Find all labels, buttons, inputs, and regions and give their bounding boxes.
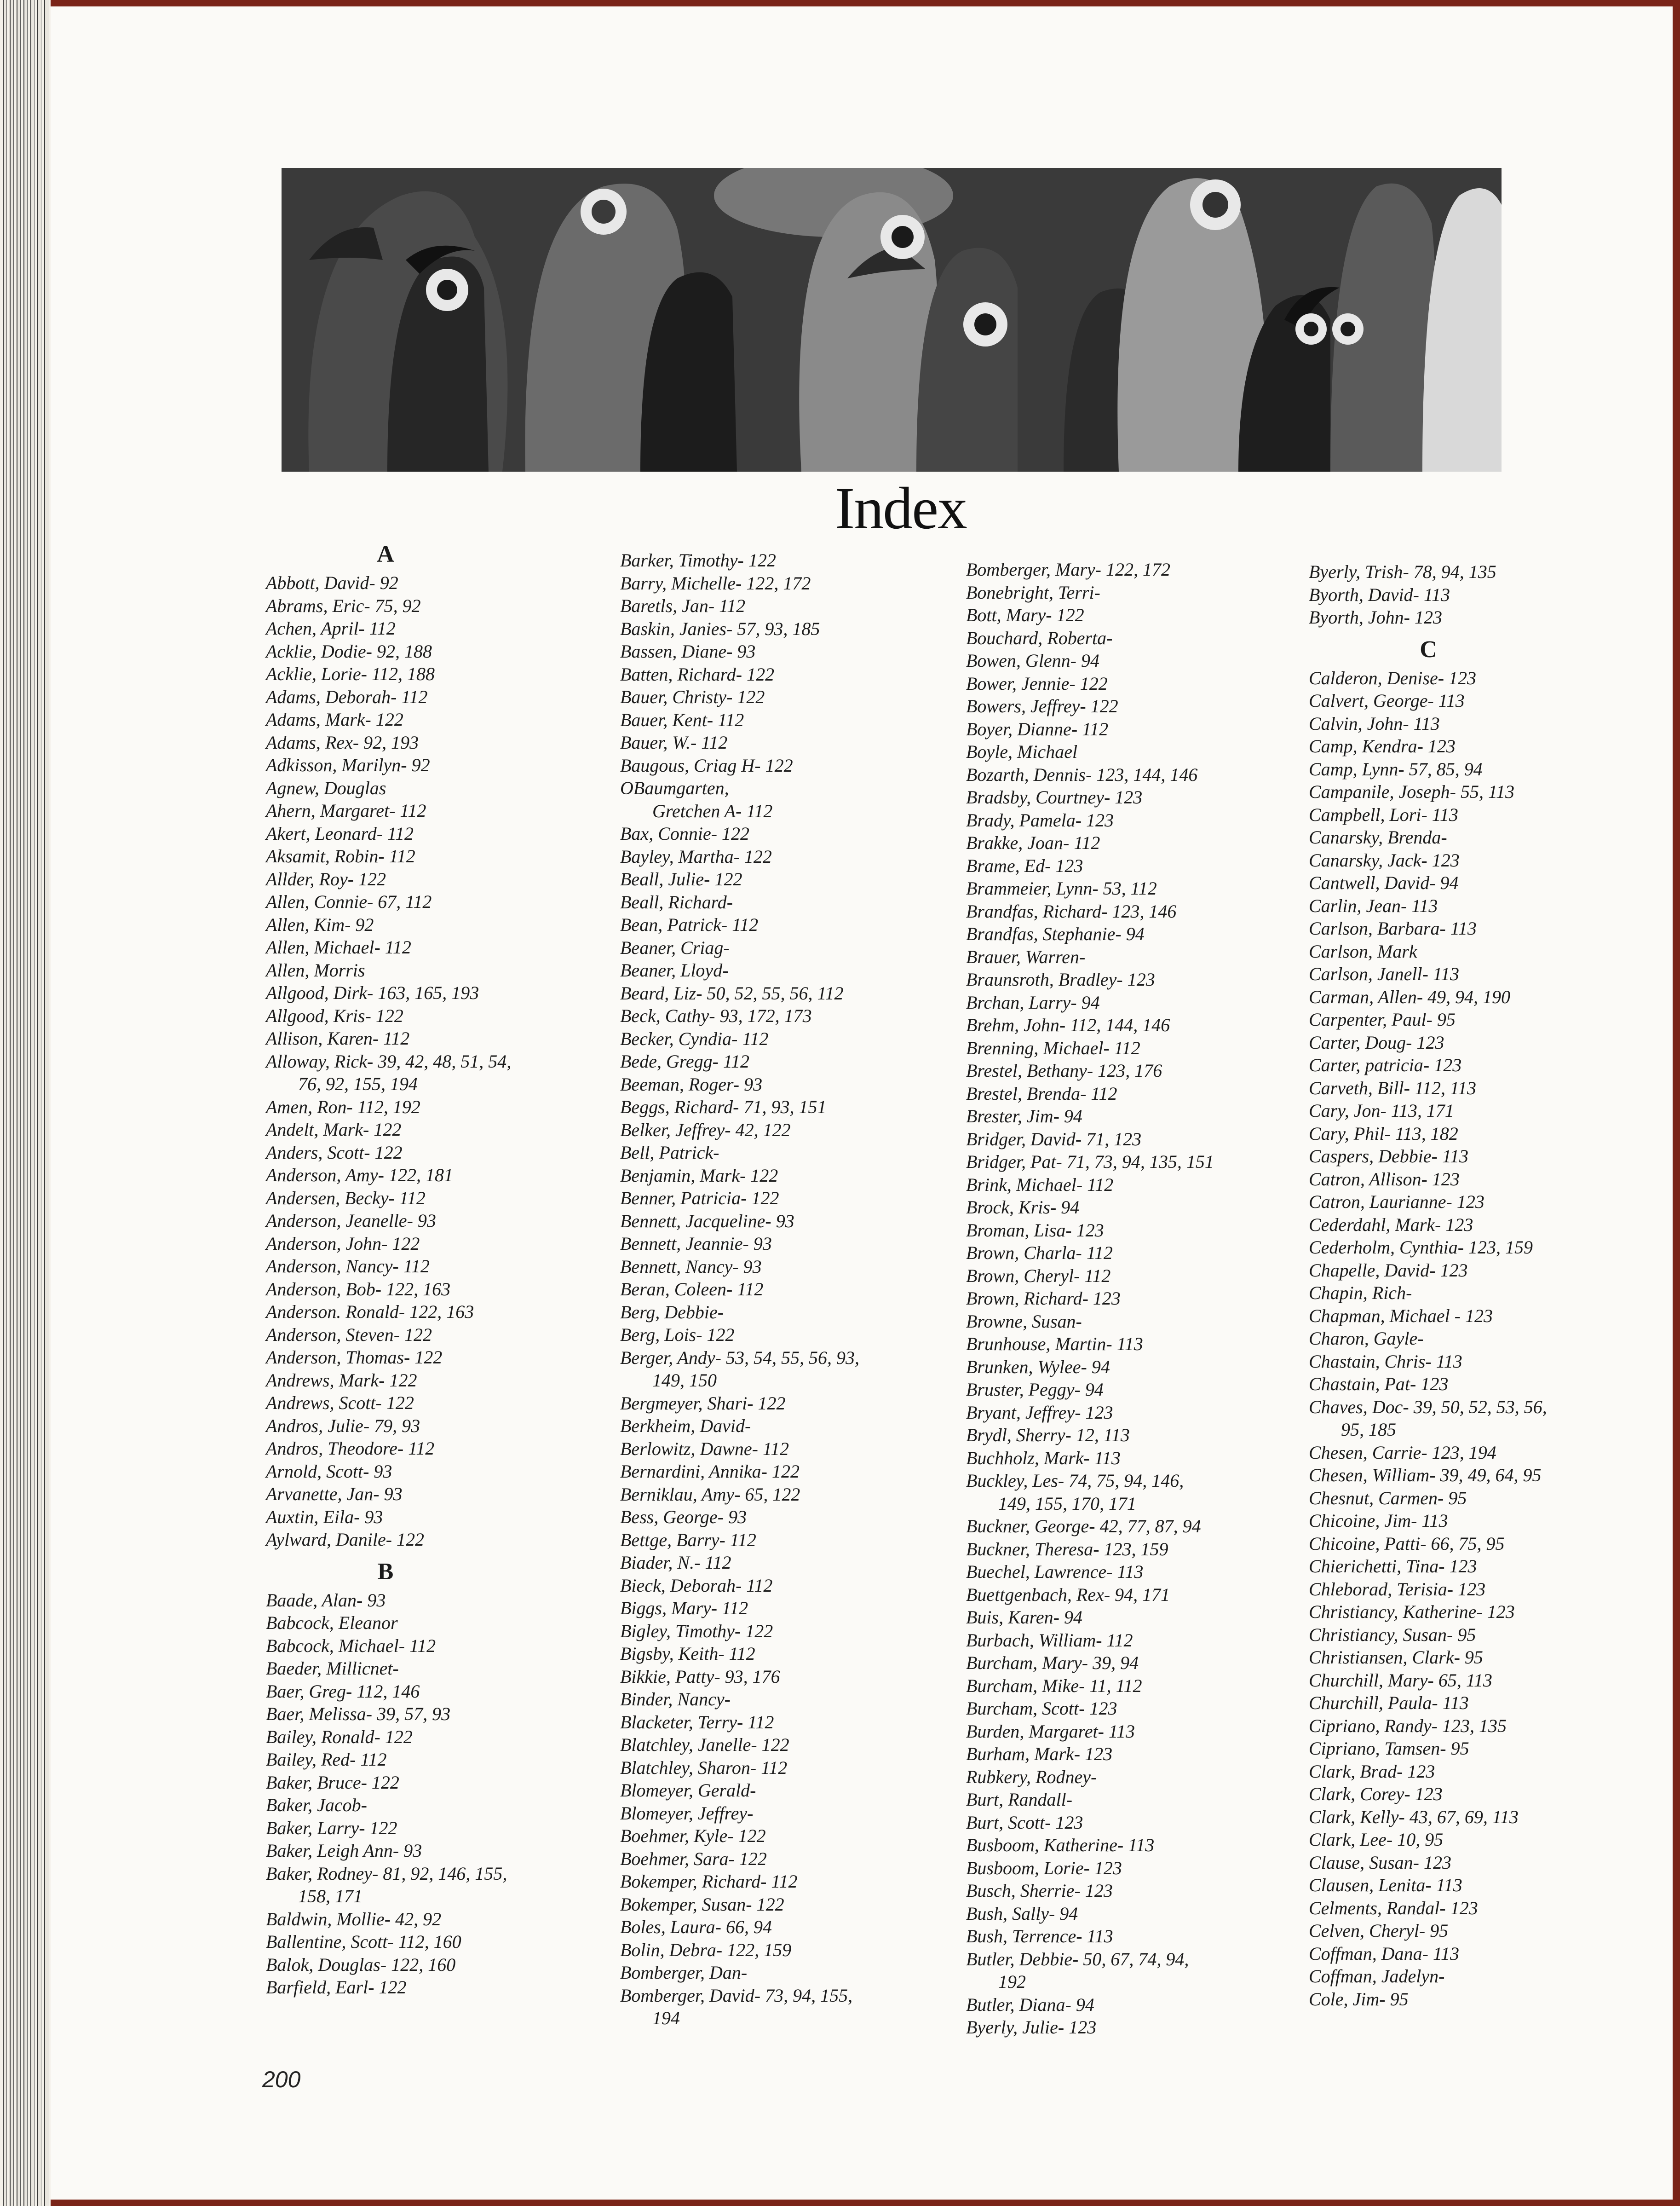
index-entry: Carlson, Mark: [1309, 941, 1417, 962]
index-entry: Broman, Lisa- 123: [966, 1219, 1104, 1241]
index-entry: Anderson, Jeanelle- 93: [266, 1210, 436, 1231]
index-column-3: [966, 558, 1214, 2039]
index-entry: Ahern, Margaret- 112: [266, 800, 426, 821]
index-entry: Burt, Scott- 123: [966, 1812, 1083, 1833]
index-entry: Burden, Margaret- 113: [966, 1721, 1135, 1742]
index-entry: Brady, Pamela- 123: [966, 809, 1114, 831]
index-entry: Baretls, Jan- 112: [620, 595, 746, 616]
index-entry: Anderson, John- 122: [266, 1233, 420, 1254]
index-entry: Biggs, Mary- 112: [620, 1598, 748, 1618]
index-entry: Auxtin, Eila- 93: [266, 1506, 383, 1527]
index-entry: Akert, Leonard- 112: [266, 823, 414, 844]
index-entry: Bruster, Peggy- 94: [966, 1379, 1104, 1400]
index-entry: Bradsby, Courtney- 123: [966, 787, 1143, 808]
index-entry: Boehmer, Kyle- 122: [620, 1825, 766, 1846]
index-entry: Baskin, Janies- 57, 93, 185: [620, 618, 820, 639]
index-entry: Canarsky, Brenda-: [1309, 827, 1447, 848]
index-entry: Brester, Jim- 94: [966, 1106, 1082, 1126]
index-entry: Bell, Patrick-: [620, 1142, 719, 1163]
index-entry: Brock, Kris- 94: [966, 1197, 1080, 1218]
index-entry: Bouchard, Roberta-: [966, 627, 1113, 648]
index-entry: Brandfas, Richard- 123, 146: [966, 901, 1177, 922]
index-entry: Beall, Julie- 122: [620, 869, 742, 889]
index-entry: Buchholz, Mark- 113: [966, 1447, 1121, 1468]
index-entry: Brown, Cheryl- 112: [966, 1265, 1111, 1286]
index-entry: Coffman, Jadelyn-: [1309, 1966, 1445, 1987]
index-entry: Allison, Karen- 112: [266, 1028, 410, 1049]
index-entry: Beard, Liz- 50, 52, 55, 56, 112: [620, 982, 844, 1004]
index-entry: Bomberger, Mary- 122, 172: [966, 559, 1171, 580]
index-entry: Calvin, John- 113: [1309, 713, 1440, 734]
index-entry: Baldwin, Mollie- 42, 92: [266, 1908, 442, 1929]
index-entry: Bernardini, Annika- 122: [620, 1461, 800, 1482]
index-entry: Boehmer, Sara- 122: [620, 1848, 767, 1869]
index-entry: Chapin, Rich-: [1309, 1282, 1412, 1303]
index-entry: Cederholm, Cynthia- 123, 159: [1309, 1237, 1533, 1258]
index-entry: Catron, Laurianne- 123: [1309, 1191, 1484, 1212]
index-column-2: [620, 549, 859, 2030]
index-entry-continuation: 149, 150: [652, 1370, 717, 1391]
index-entry: Calvert, George- 113: [1309, 690, 1465, 711]
index-entry: Campanile, Joseph- 55, 113: [1309, 781, 1514, 802]
index-entry: Charon, Gayle-: [1309, 1328, 1424, 1349]
index-entry: Blomeyer, Gerald-: [620, 1780, 756, 1801]
section-letter: B: [377, 1558, 394, 1585]
index-entry: Cary, Phil- 113, 182: [1309, 1123, 1458, 1144]
index-entry: Bolin, Debra- 122, 159: [620, 1939, 792, 1960]
index-entry: Achen, April- 112: [266, 618, 396, 639]
index-entry: Carter, patricia- 123: [1309, 1055, 1462, 1075]
index-entry: Baker, Rodney- 81, 92, 146, 155,: [266, 1863, 507, 1884]
index-entry: Anderson, Bob- 122, 163: [266, 1278, 451, 1299]
index-entry: Chaves, Doc- 39, 50, 52, 53, 56,: [1309, 1396, 1547, 1417]
index-entry: Benner, Patricia- 122: [620, 1188, 779, 1208]
index-entry: Butler, Diana- 94: [966, 1994, 1094, 2015]
index-entry: Beran, Coleen- 112: [620, 1279, 764, 1299]
index-entry: Andelt, Mark- 122: [266, 1119, 402, 1140]
index-entry: Bennett, Jeannie- 93: [620, 1233, 772, 1254]
index-entry: Chierichetti, Tina- 123: [1309, 1556, 1477, 1577]
index-entry: Carlin, Jean- 113: [1309, 895, 1438, 916]
index-entry: Cipriano, Tamsen- 95: [1309, 1738, 1469, 1759]
index-entry: Bridger, Pat- 71, 73, 94, 135, 151: [966, 1151, 1214, 1172]
index-entry: Bauer, W.- 112: [620, 732, 728, 753]
index-entry: Berniklau, Amy- 65, 122: [620, 1484, 800, 1505]
index-entry: Bayley, Martha- 122: [620, 846, 772, 867]
index-entry: Chastain, Chris- 113: [1309, 1351, 1462, 1372]
index-entry: Brown, Charla- 112: [966, 1242, 1113, 1263]
index-entry: Bowers, Jeffrey- 122: [966, 696, 1118, 716]
index-entry: Buettgenbach, Rex- 94, 171: [966, 1584, 1170, 1605]
index-entry: Bauer, Christy- 122: [620, 687, 765, 707]
index-entry: Clause, Susan- 123: [1309, 1852, 1451, 1873]
index-entry: Abbott, David- 92: [266, 572, 398, 593]
index-entry: Barfield, Earl- 122: [266, 1977, 407, 1998]
index-entry: Brakke, Joan- 112: [966, 832, 1100, 853]
index-entry: Chesen, Carrie- 123, 194: [1309, 1442, 1496, 1463]
index-entry: Barker, Timothy- 122: [620, 550, 776, 571]
index-entry: Allen, Morris: [266, 959, 365, 981]
index-entry: Baer, Melissa- 39, 57, 93: [266, 1704, 451, 1724]
index-entry: Andros, Julie- 79, 93: [266, 1415, 420, 1436]
index-entry: Bryant, Jeffrey- 123: [966, 1402, 1113, 1423]
index-entry: Chastain, Pat- 123: [1309, 1374, 1449, 1394]
index-entry: Cipriano, Randy- 123, 135: [1309, 1715, 1507, 1736]
index-entry: Allder, Roy- 122: [266, 868, 386, 889]
index-entry: Brame, Ed- 123: [966, 855, 1083, 876]
page-number: 200: [262, 2067, 301, 2092]
index-entry: Chleborad, Terisia- 123: [1309, 1578, 1486, 1600]
index-entry: Camp, Lynn- 57, 85, 94: [1309, 758, 1483, 780]
index-entry: Bailey, Red- 112: [266, 1749, 387, 1770]
index-entry: Brenning, Michael- 112: [966, 1037, 1140, 1058]
index-entry: Allen, Michael- 112: [266, 937, 411, 958]
index-entry: Chapman, Michael - 123: [1309, 1305, 1493, 1326]
index-entry: Buechel, Lawrence- 113: [966, 1561, 1144, 1582]
index-entry: Acklie, Dodie- 92, 188: [266, 641, 432, 662]
index-entry: Churchill, Paula- 113: [1309, 1692, 1469, 1713]
index-entry: Adams, Rex- 92, 193: [266, 732, 419, 753]
index-entry: Chicoine, Patti- 66, 75, 95: [1309, 1533, 1505, 1554]
section-letter: C: [1420, 636, 1437, 663]
index-entry: Busboom, Katherine- 113: [966, 1835, 1155, 1855]
index-entry: Clark, Lee- 10, 95: [1309, 1829, 1444, 1850]
index-entry: Calderon, Denise- 123: [1309, 667, 1477, 688]
index-entry: Andrews, Mark- 122: [266, 1369, 417, 1391]
index-entry: Celven, Cheryl- 95: [1309, 1920, 1449, 1941]
index-column-4: [1309, 560, 1548, 2010]
index-entry: Allgood, Dirk- 163, 165, 193: [266, 982, 479, 1003]
index-entry: Rubkery, Rodney-: [966, 1766, 1097, 1787]
index-entry: Bozarth, Dennis- 123, 144, 146: [966, 764, 1198, 785]
section-letter: A: [377, 541, 394, 567]
index-entry-continuation: 192: [998, 1971, 1026, 1992]
index-entry: Bomberger, Dan-: [620, 1962, 748, 1983]
index-entry: Beck, Cathy- 93, 172, 173: [620, 1005, 812, 1026]
index-entry: Baker, Bruce- 122: [266, 1772, 399, 1793]
index-entry: Burcham, Mike- 11, 112: [966, 1675, 1142, 1696]
index-entry: Canarsky, Jack- 123: [1309, 849, 1460, 871]
index-entry: Beeman, Roger- 93: [620, 1074, 763, 1095]
index-entry: Bauer, Kent- 112: [620, 709, 744, 730]
index-entry: Amen, Ron- 112, 192: [266, 1096, 420, 1117]
index-entry: Camp, Kendra- 123: [1309, 736, 1456, 757]
index-entry: Boyer, Dianne- 112: [966, 718, 1109, 739]
index-entry: Clark, Brad- 123: [1309, 1761, 1435, 1782]
index-entry: Brestel, Brenda- 112: [966, 1083, 1117, 1104]
index-entry: Bede, Gregg- 112: [620, 1051, 750, 1072]
index-entry: Bush, Sally- 94: [966, 1903, 1078, 1924]
index-entry: Burt, Randall-: [966, 1789, 1073, 1810]
index-entry: Brown, Richard- 123: [966, 1288, 1121, 1309]
index-entry: Baeder, Millicnet-: [266, 1658, 399, 1679]
index-entry: Barry, Michelle- 122, 172: [620, 572, 811, 594]
index-entry-continuation: 194: [652, 2008, 680, 2028]
index-entry: Andrews, Scott- 122: [266, 1392, 414, 1413]
index-entry: Bennett, Nancy- 93: [620, 1256, 762, 1277]
index-entry: Butler, Debbie- 50, 67, 74, 94,: [966, 1948, 1189, 1969]
index-entry: Bergmeyer, Shari- 122: [620, 1392, 786, 1414]
index-entry: Berger, Andy- 53, 54, 55, 56, 93,: [620, 1347, 859, 1368]
index-entry: Byorth, John- 123: [1309, 607, 1442, 628]
index-entry: Bieck, Deborah- 112: [620, 1575, 773, 1596]
index-entry: Binder, Nancy-: [620, 1689, 731, 1709]
index-entry: Cederdahl, Mark- 123: [1309, 1214, 1473, 1235]
index-entry: Busch, Sherrie- 123: [966, 1880, 1113, 1901]
index-entry: Becker, Cyndia- 112: [620, 1028, 769, 1049]
index-entry: Buckner, George- 42, 77, 87, 94: [966, 1516, 1201, 1536]
index-entry: Cole, Jim- 95: [1309, 1988, 1409, 2010]
index-entry: Churchill, Mary- 65, 113: [1309, 1669, 1492, 1691]
index-entry: Chapelle, David- 123: [1309, 1259, 1468, 1281]
index-entry: Byerly, Trish- 78, 94, 135: [1309, 561, 1496, 582]
index-entry: Blomeyer, Jeffrey-: [620, 1802, 754, 1824]
index-entry: Anderson, Steven- 122: [266, 1324, 432, 1345]
index-entry: Belker, Jeffrey- 42, 122: [620, 1119, 791, 1140]
index-entry: Burcham, Scott- 123: [966, 1698, 1117, 1719]
index-entry: Adkisson, Marilyn- 92: [266, 755, 430, 775]
index-entry: Cantwell, David- 94: [1309, 872, 1459, 893]
index-entry: Busboom, Lorie- 123: [966, 1857, 1122, 1878]
index-entry: Brchan, Larry- 94: [966, 992, 1100, 1013]
index-entry: Baugous, Criag H- 122: [620, 755, 793, 776]
index-entry: Carlson, Barbara- 113: [1309, 918, 1477, 939]
index-entry: Baker, Leigh Ann- 93: [266, 1840, 422, 1861]
index-entry: Anderson, Amy- 122, 181: [266, 1165, 453, 1185]
index-entry: Arnold, Scott- 93: [266, 1461, 392, 1482]
index-entry: Allen, Kim- 92: [266, 914, 374, 935]
page-title: Index: [835, 475, 967, 542]
index-entry-continuation: 158, 171: [298, 1886, 362, 1906]
index-entry: Clark, Corey- 123: [1309, 1784, 1443, 1804]
index-entry-continuation: 149, 155, 170, 171: [998, 1493, 1136, 1514]
index-entry: Carlson, Janell- 113: [1309, 964, 1460, 984]
index-entry: Blatchley, Janelle- 122: [620, 1734, 789, 1755]
index-entry: Bokemper, Susan- 122: [620, 1894, 784, 1915]
index-entry: Campbell, Lori- 113: [1309, 804, 1458, 825]
index-entry: Coffman, Dana- 113: [1309, 1943, 1460, 1964]
index-entry: Bikkie, Patty- 93, 176: [620, 1666, 780, 1687]
index-entry: Bailey, Ronald- 122: [266, 1726, 413, 1747]
index-entry: Alloway, Rick- 39, 42, 48, 51, 54,: [266, 1051, 512, 1072]
index-entry: Agnew, Douglas: [266, 777, 386, 798]
index-entry: Aylward, Danile- 122: [266, 1529, 425, 1550]
index-entry: Berg, Debbie-: [620, 1301, 724, 1322]
index-entry: Andersen, Becky- 112: [266, 1187, 426, 1208]
index-entry: Bassen, Diane- 93: [620, 641, 756, 662]
index-entry: Anderson, Thomas- 122: [266, 1347, 443, 1368]
index-entry: Berg, Lois- 122: [620, 1324, 735, 1345]
index-entry: Brehm, John- 112, 144, 146: [966, 1015, 1170, 1035]
index-entry: Brunken, Wylee- 94: [966, 1356, 1110, 1377]
index-entry: Clausen, Lenita- 113: [1309, 1875, 1462, 1895]
index-entry: Beaner, Lloyd-: [620, 960, 729, 981]
index-entry: Biader, N.- 112: [620, 1552, 731, 1573]
index-entry: Brink, Michael- 112: [966, 1174, 1114, 1195]
index-entry-continuation: 76, 92, 155, 194: [298, 1074, 418, 1094]
index-entry: Acklie, Lorie- 112, 188: [266, 664, 435, 684]
index-entry: Boyle, Michael: [966, 741, 1078, 762]
book-page-edges: [0, 0, 51, 2206]
index-entry: Bigsby, Keith- 112: [620, 1643, 755, 1664]
index-entry: Brauer, Warren-: [966, 946, 1086, 967]
index-entry: Clark, Kelly- 43, 67, 69, 113: [1309, 1806, 1519, 1827]
index-entry: Carveth, Bill- 112, 113: [1309, 1077, 1477, 1098]
index-entry: Anderson, Nancy- 112: [266, 1256, 430, 1276]
index-entry: Arvanette, Jan- 93: [266, 1484, 403, 1504]
index-entry: Burbach, William- 112: [966, 1629, 1133, 1651]
index-entry: Boles, Laura- 66, 94: [620, 1917, 772, 1937]
index-entry: Baker, Larry- 122: [266, 1817, 397, 1838]
index-entry: Catron, Allison- 123: [1309, 1168, 1460, 1190]
index-entry: Byorth, David- 113: [1309, 584, 1450, 605]
index-entry: Andros, Theodore- 112: [266, 1438, 435, 1459]
index-entry: Chesen, William- 39, 49, 64, 95: [1309, 1465, 1542, 1485]
index-entry: Caspers, Debbie- 113: [1309, 1146, 1468, 1167]
index-entry: Balok, Douglas- 122, 160: [266, 1954, 456, 1975]
index-entry-continuation: Gretchen A- 112: [652, 800, 773, 821]
index-entry: Aksamit, Robin- 112: [266, 846, 415, 866]
index-entry: Celments, Randal- 123: [1309, 1897, 1478, 1918]
index-entry: Adams, Mark- 122: [266, 709, 403, 730]
index-entry: Carman, Allen- 49, 94, 190: [1309, 986, 1511, 1007]
index-entry: Babcock, Michael- 112: [266, 1635, 436, 1656]
index-entry: Bonebright, Terri-: [966, 582, 1100, 603]
index-entry: Blacketer, Terry- 112: [620, 1711, 774, 1732]
index-entry: Byerly, Julie- 123: [966, 2017, 1097, 2038]
index-entry: Carpenter, Paul- 95: [1309, 1009, 1456, 1030]
index-entry: Baker, Jacob-: [266, 1795, 367, 1815]
index-entry: Blatchley, Sharon- 112: [620, 1757, 788, 1778]
index-entry: Buckley, Les- 74, 75, 94, 146,: [966, 1470, 1184, 1491]
index-entry: Christiancy, Susan- 95: [1309, 1624, 1476, 1645]
index-entry: Brydl, Sherry- 12, 113: [966, 1425, 1130, 1445]
index-entry: Buckner, Theresa- 123, 159: [966, 1538, 1168, 1559]
index-entry: Allen, Connie- 67, 112: [266, 891, 432, 912]
index-entry: Bush, Terrence- 113: [966, 1926, 1113, 1946]
index-entry: Burcham, Mary- 39, 94: [966, 1652, 1139, 1673]
index-entry: Batten, Richard- 122: [620, 664, 775, 685]
index-entry: Beall, Richard-: [620, 891, 733, 912]
index-entry: Bettge, Barry- 112: [620, 1529, 756, 1550]
index-entry: Christiansen, Clark- 95: [1309, 1647, 1483, 1668]
index-entry: Anders, Scott- 122: [266, 1142, 403, 1163]
index-column-1: [266, 534, 511, 1999]
index-entry: Bennett, Jacqueline- 93: [620, 1210, 794, 1231]
index-entry-continuation: 95, 185: [1341, 1419, 1396, 1440]
index-entry: Bigley, Timothy- 122: [620, 1620, 773, 1641]
index-entry: Baade, Alan- 93: [266, 1589, 386, 1611]
index-entry: Benjamin, Mark- 122: [620, 1165, 778, 1186]
index-entry: Cary, Jon- 113, 171: [1309, 1100, 1454, 1121]
index-entry: Adams, Deborah- 112: [266, 686, 428, 707]
index-entry: Bax, Connie- 122: [620, 823, 750, 844]
index-entry: Anderson. Ronald- 122, 163: [266, 1301, 474, 1322]
index-entry: Brammeier, Lynn- 53, 112: [966, 878, 1157, 899]
index-entry: Beggs, Richard- 71, 93, 151: [620, 1097, 827, 1117]
index-entry: Bean, Patrick- 112: [620, 914, 759, 935]
index-entry: Browne, Susan-: [966, 1311, 1082, 1332]
index-entry: Baer, Greg- 112, 146: [266, 1680, 420, 1702]
index-entry: Allgood, Kris- 122: [266, 1005, 403, 1026]
index-entry: Berlowitz, Dawne- 112: [620, 1438, 789, 1459]
index-entry: Burham, Mark- 123: [966, 1744, 1113, 1764]
index-entry: Babcock, Eleanor: [266, 1612, 398, 1633]
index-entry: Bomberger, David- 73, 94, 155,: [620, 1985, 853, 2006]
index-entry: Beaner, Criag-: [620, 937, 730, 958]
index-entry: Buis, Karen- 94: [966, 1607, 1082, 1628]
birds-illustration: [282, 168, 1502, 472]
index-entry: Brestel, Bethany- 123, 176: [966, 1060, 1162, 1081]
index-entry: Brunhouse, Martin- 113: [966, 1334, 1143, 1354]
index-entry: Bott, Mary- 122: [966, 605, 1084, 625]
index-entry: Chesnut, Carmen- 95: [1309, 1487, 1467, 1508]
index-entry: Carter, Doug- 123: [1309, 1032, 1444, 1053]
banner-photo-birds: [282, 168, 1502, 472]
index-entry: Brandfas, Stephanie- 94: [966, 924, 1145, 944]
index-entry: Abrams, Eric- 75, 92: [266, 595, 421, 616]
index-entry: Braunsroth, Bradley- 123: [966, 969, 1155, 990]
index-entry: Ballentine, Scott- 112, 160: [266, 1931, 461, 1952]
index-entry: Bess, George- 93: [620, 1507, 747, 1527]
index-entry: Bokemper, Richard- 112: [620, 1871, 798, 1892]
index-entry: Bridger, David- 71, 123: [966, 1128, 1142, 1149]
index-entry: Bower, Jennie- 122: [966, 673, 1108, 694]
index-entry: Christiancy, Katherine- 123: [1309, 1601, 1515, 1622]
index-entry: Chicoine, Jim- 113: [1309, 1510, 1448, 1531]
index-entry: Berkheim, David-: [620, 1415, 751, 1436]
index-entry: Bowen, Glenn- 94: [966, 650, 1099, 671]
index-entry: OBaumgarten,: [620, 778, 729, 798]
